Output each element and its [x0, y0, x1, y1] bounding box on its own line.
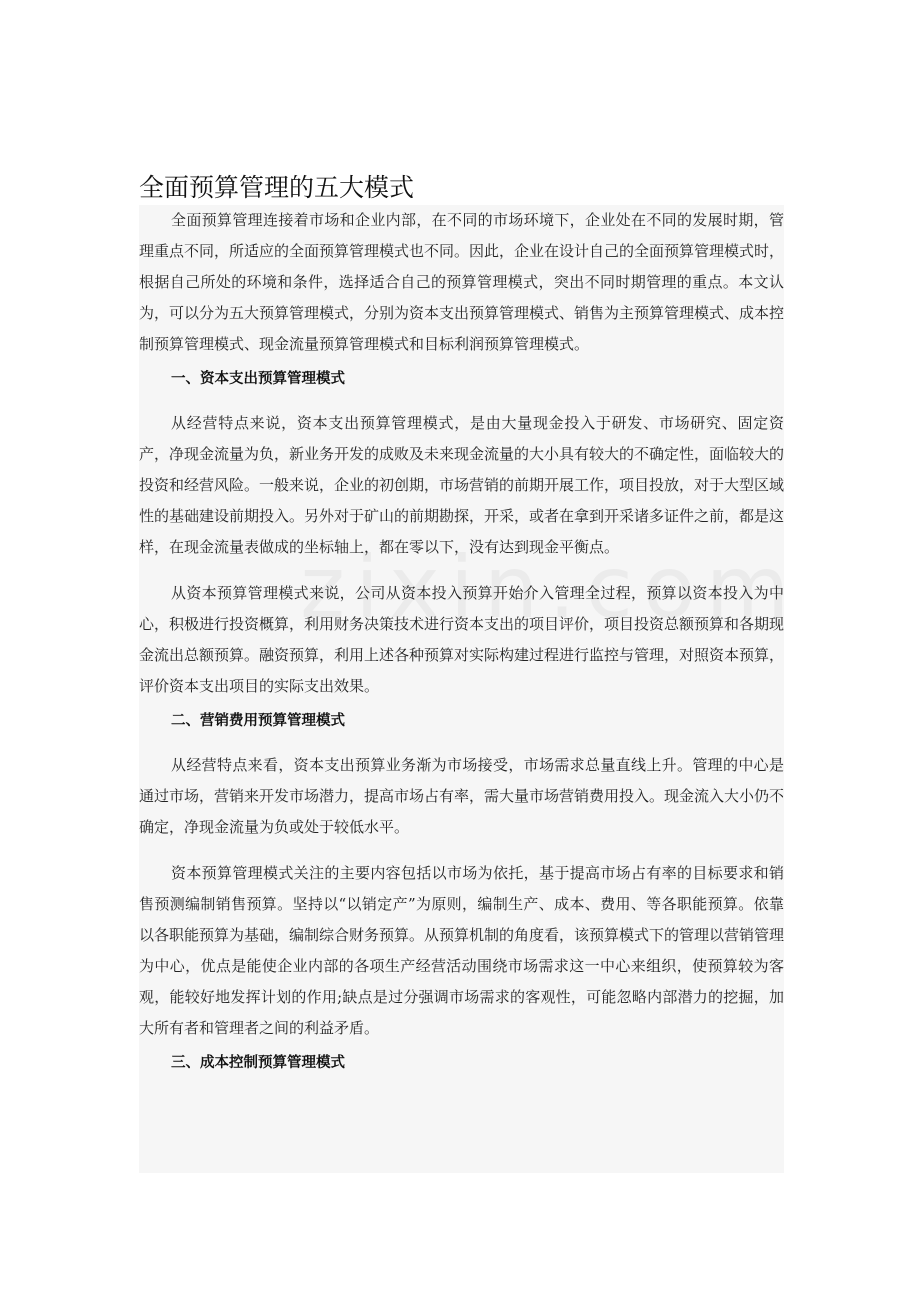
- section-1-paragraph-1: 从经营特点来说，资本支出预算管理模式，是由大量现金投入于研发、市场研究、固定资产，净现金流量为负，新业务开发的成败及未来现金流量的大小具有较大的不确定性，面临较大的投资和经营风险。一般来说，企业的初创期，市场营销的前期开展工作，项目投放，对于大型区域性的基础建设前期投入。另外对于矿山的前期勘探，开采，或者在拿到开采诸多证件之前，都是这样，在现金流量表做成的坐标轴上，都在零以下，没有达到现金平衡点。: [139, 414, 784, 556]
- section-heading-1: 一、资本支出预算管理模式: [171, 371, 345, 387]
- section-1-paragraph-2: 从资本预算管理模式来说，公司从资本投入预算开始介入管理全过程，预算以资本投入为中心，积极进行投资概算，利用财务决策技术进行资本支出的项目评价，项目投资总额预算和各期现金流出总额预算。融资预算，利用上述各种预算对实际构建过程进行监控与管理，对照资本预算，评价资本支出项目的实际支出效果。: [139, 584, 784, 695]
- section-heading-3: 三、成本控制预算管理模式: [171, 1055, 345, 1071]
- section-2-paragraph-1: 从经营特点来看，资本支出预算业务渐为市场接受，市场需求总量直线上升。管理的中心是通过市场，营销来开发市场潜力，提高市场占有率，需大量市场营销费用投入。现金流入大小仍不确定，净现金流量为负或处于较低水平。: [139, 756, 784, 836]
- section-heading-2: 二、营销费用预算管理模式: [171, 713, 345, 729]
- document-title: 全面预算管理的五大模式: [139, 173, 415, 202]
- intro-paragraph: 全面预算管理连接着市场和企业内部，在不同的市场环境下，企业处在不同的发展时期，管理重点不同，所适应的全面预算管理模式也不同。因此，企业在设计自己的全面预算管理模式时，根据自己所处的环境和条件，选择适合自己的预算管理模式，突出不同时期管理的重点。本文认为，可以分为五大预算管理模式，分别为资本支出预算管理模式、销售为主预算管理模式、成本控制预算管理模式、现金流量预算管理模式和目标利润预算管理模式。: [139, 211, 784, 353]
- article-body: [139, 205, 784, 1173]
- section-2-paragraph-2: 资本预算管理模式关注的主要内容包括以市场为依托，基于提高市场占有率的目标要求和销售预测编制销售预算。坚持以“以销定产”为原则，编制生产、成本、费用、等各职能预算。依靠以各职能预算为基础，编制综合财务预算。从预算机制的角度看，该预算模式下的管理以营销管理为中心，优点是能使企业内部的各项生产经营活动围绕市场需求这一中心来组织，使预算较为客观，能较好地发挥计划的作用;缺点是过分强调市场需求的客观性，可能忽略内部潜力的挖掘，加大所有者和管理者之间的利益矛盾。: [139, 864, 784, 1037]
